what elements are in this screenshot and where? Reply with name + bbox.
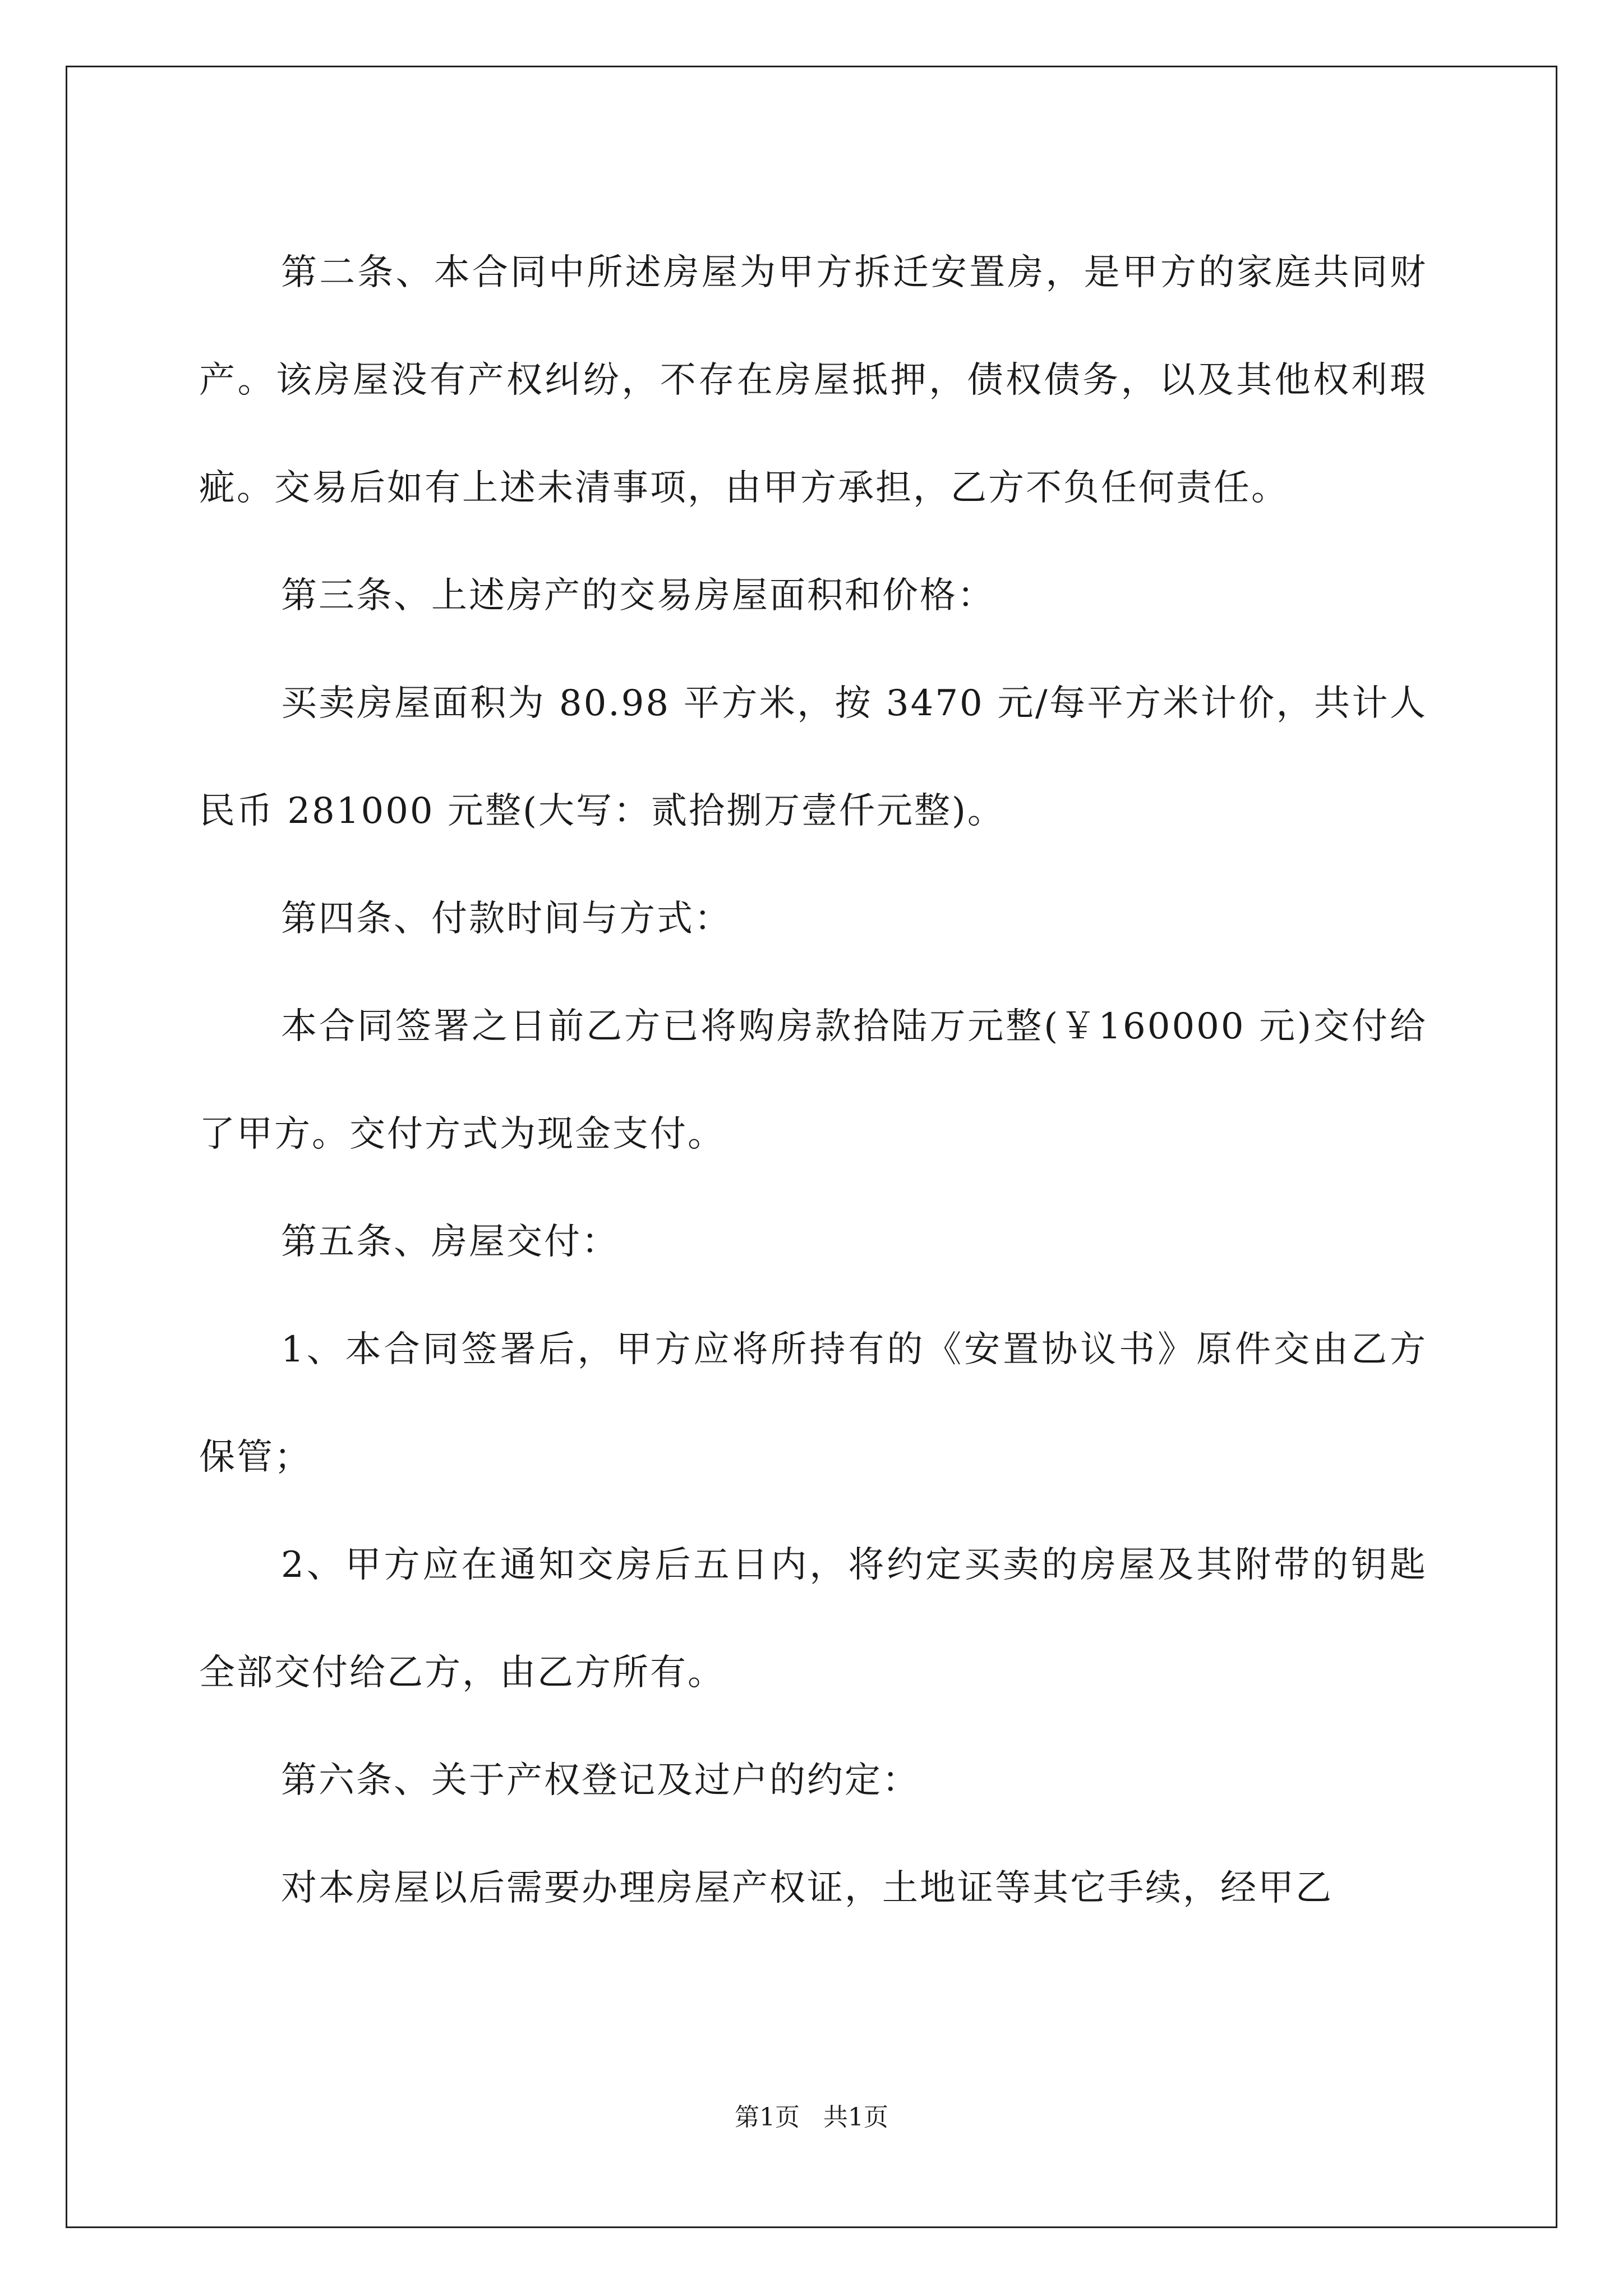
paragraph-article-6-heading: 第六条、关于产权登记及过户的约定： bbox=[281, 1760, 920, 1801]
page-footer bbox=[0, 2097, 1623, 2133]
document-body bbox=[199, 219, 1427, 1942]
paragraph-delivery-item-2: 2、甲方应在通知交房后五日内，将约定买卖的房屋及其附带的钥匙全部交付给乙方，由乙方所有。 bbox=[199, 1544, 1427, 1694]
paragraph-area-price: 买卖房屋面积为 80.98 平方米，按 3470 元/每平方米计价，共计人民币 281000 元整(大写：贰拾捌万壹仟元整)。 bbox=[199, 683, 1427, 832]
paragraph-article-5-heading: 第五条、房屋交付： bbox=[281, 1221, 619, 1263]
paragraph-delivery-item-1: 1、本合同签署后，甲方应将所持有的《安置协议书》原件交由乙方保管； bbox=[199, 1329, 1427, 1478]
paragraph-article-2: 第二条、本合同中所述房屋为甲方拆迁安置房，是甲方的家庭共同财产。该房屋没有产权纠纷，不存在房屋抵押，债权债务，以及其他权利瑕疵。交易后如有上述未清事项，由甲方承担，乙方不负任何责任。 bbox=[199, 252, 1427, 509]
paragraph-title-transfer: 对本房屋以后需要办理房屋产权证，土地证等其它手续，经甲乙 bbox=[281, 1867, 1333, 1909]
page-number-total: 共1页 bbox=[823, 2103, 888, 2132]
page-number-current: 第1页 bbox=[735, 2103, 800, 2132]
paragraph-payment: 本合同签署之日前乙方已将购房款拾陆万元整(￥160000 元)交付给了甲方。交付方式为现金支付。 bbox=[199, 1006, 1427, 1155]
paragraph-article-4-heading: 第四条、付款时间与方式： bbox=[281, 898, 732, 940]
paragraph-article-3-heading: 第三条、上述房产的交易房屋面积和价格： bbox=[281, 575, 995, 616]
